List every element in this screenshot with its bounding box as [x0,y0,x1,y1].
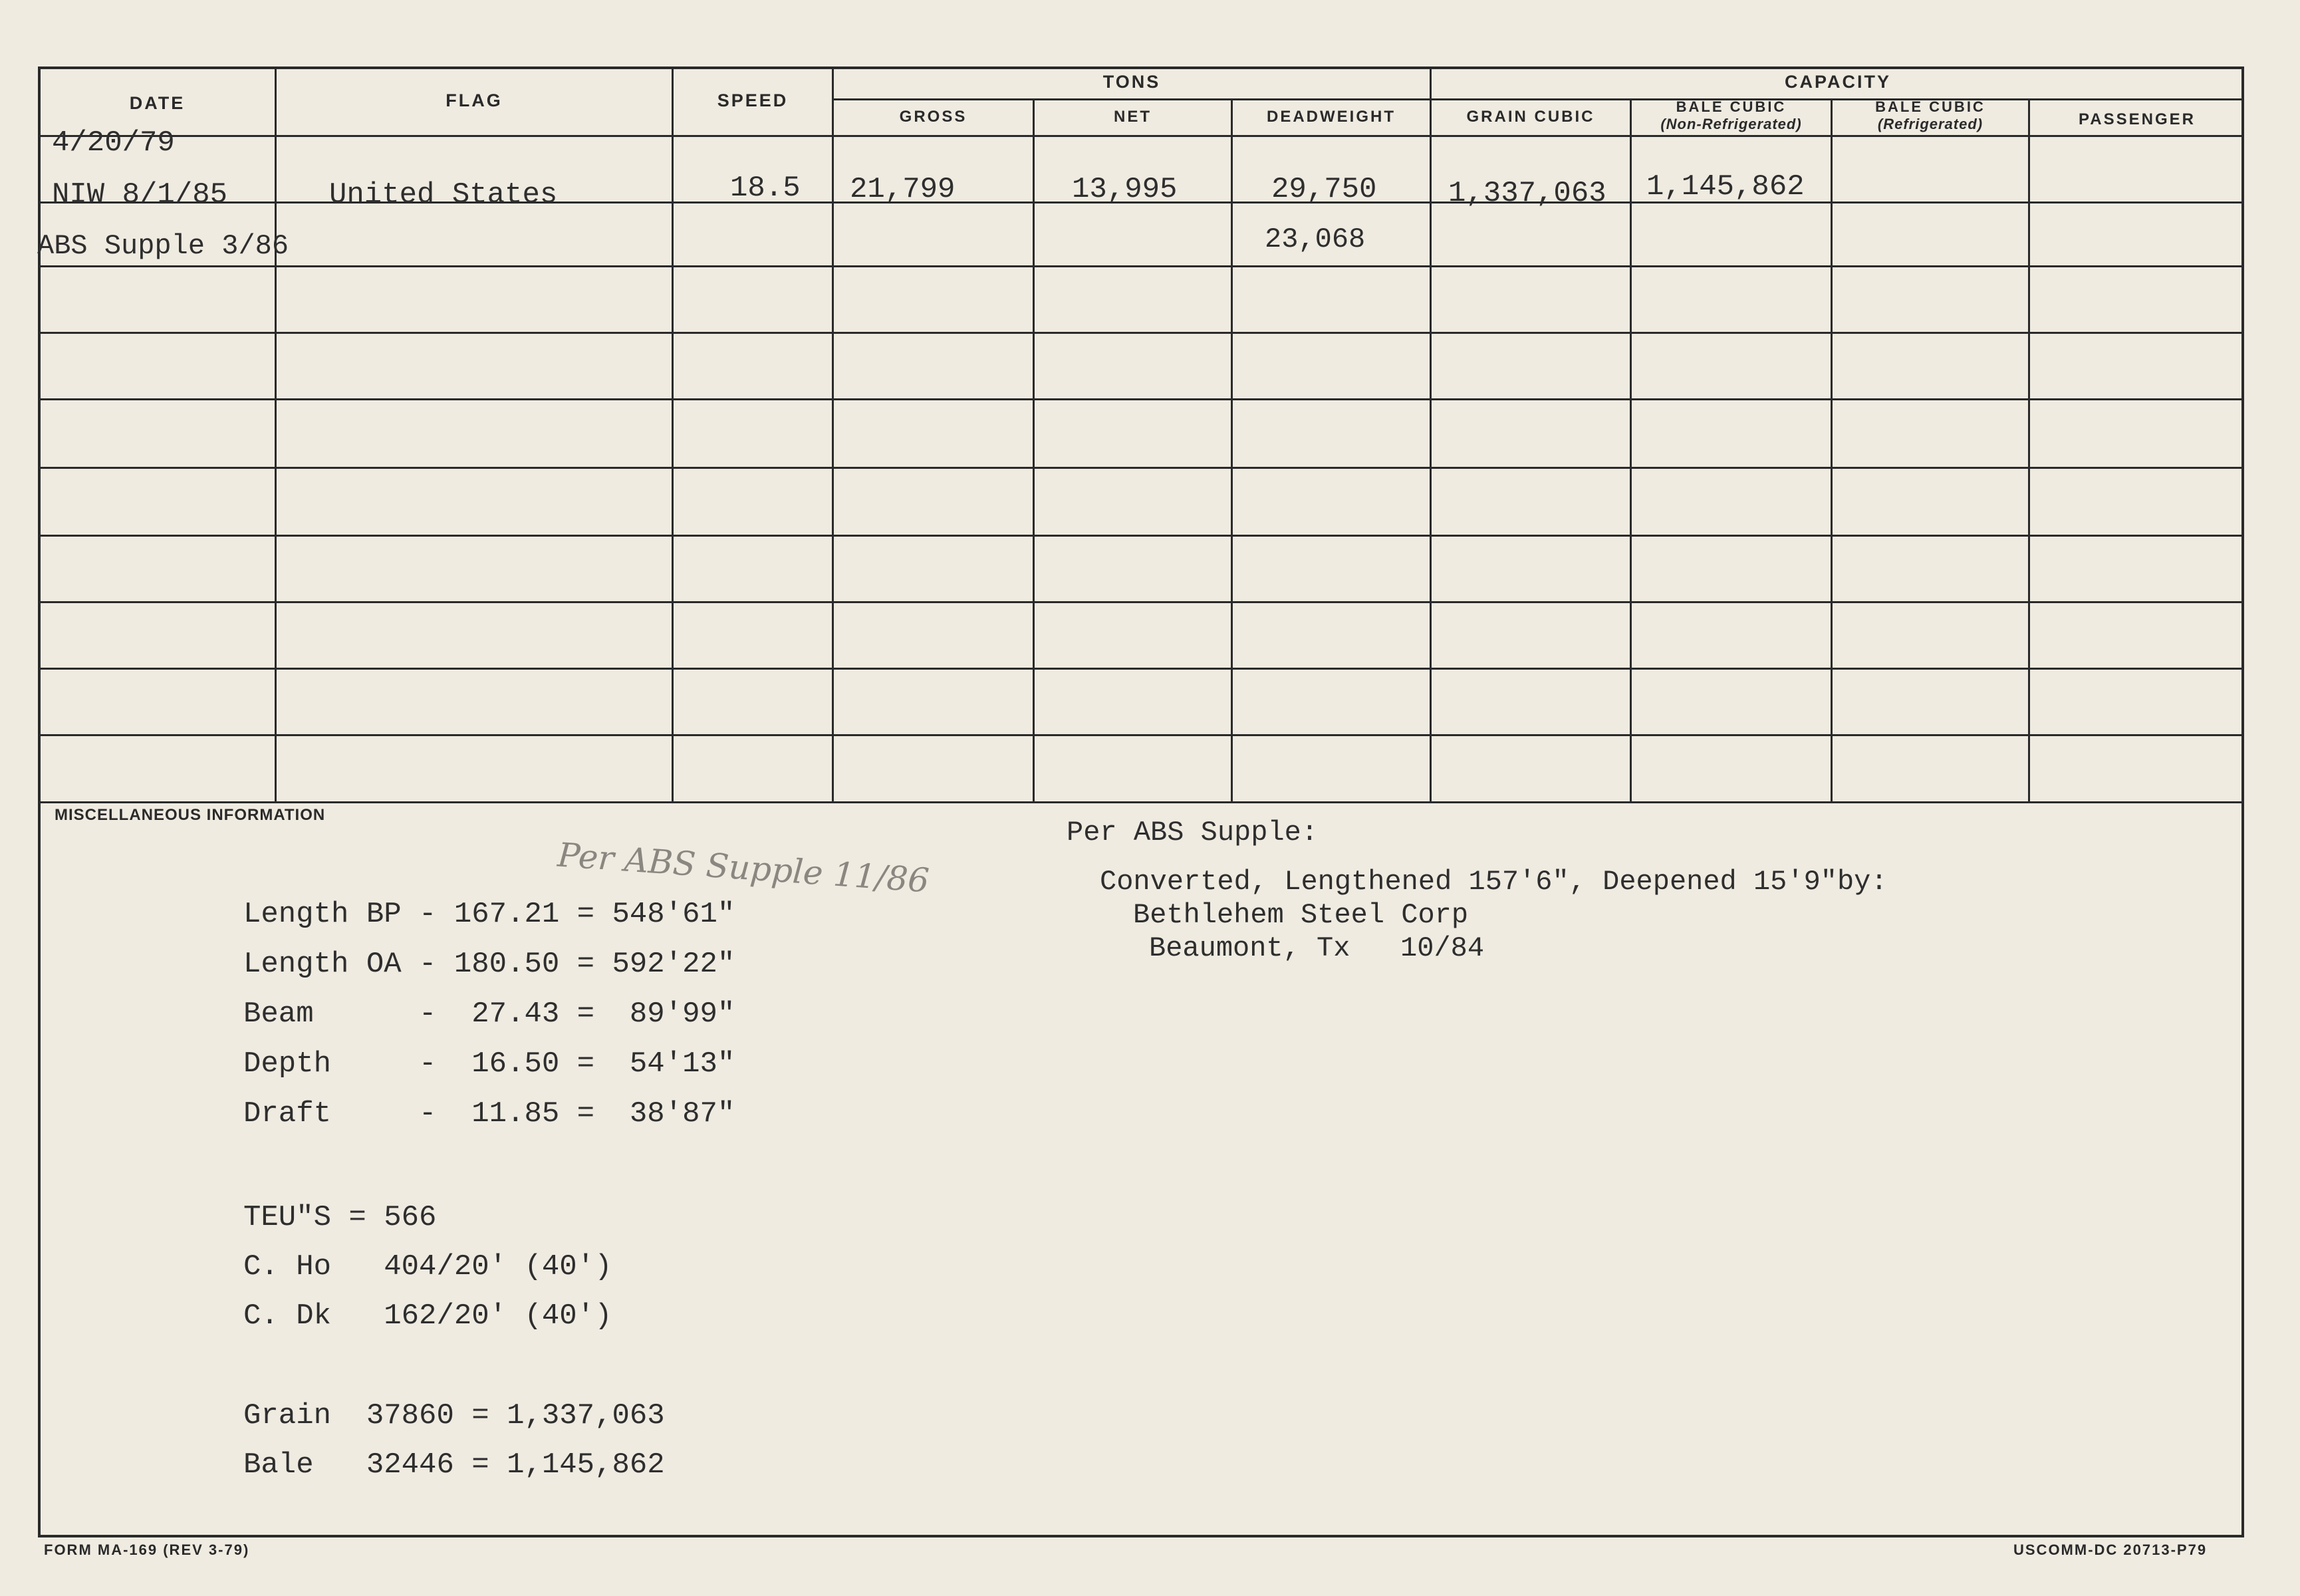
col-divider [1231,98,1233,803]
header-grain-cubic: GRAIN CUBIC [1466,108,1595,126]
form-number: FORM MA-169 (REV 3-79) [44,1541,250,1558]
row-line [38,332,2244,334]
header-net: NET [1114,108,1152,126]
col-divider [1430,66,1432,803]
col-divider [1033,98,1035,803]
row-line [38,265,2244,267]
row1-grain-cubic: 1,337,063 [1448,177,1606,210]
col-divider [2028,98,2030,803]
header-gross: GROSS [899,108,967,126]
row-line [38,398,2244,400]
row2-deadweight: 23,068 [1265,223,1366,255]
dimension-line: Length BP - 167.21 = 548'61" [243,898,735,931]
row-line [38,467,2244,469]
supple-line: Converted, Lengthened 157'6", Deepened 15'9"by: [1100,866,1888,898]
header-bale-cubic-ref-sub: (Refrigerated) [1877,116,1983,132]
row1-deadweight: 29,750 [1271,173,1377,206]
container-line: C. Dk 162/20' (40') [243,1299,612,1333]
dimension-line: Draft - 11.85 = 38'87" [243,1097,735,1130]
supple-line: Bethlehem Steel Corp [1133,899,1469,931]
row-line [38,535,2244,537]
dimension-line: Depth - 16.50 = 54'13" [243,1047,735,1081]
row-line [38,734,2244,736]
supple-heading: Per ABS Supple: [1067,817,1319,849]
header-bale-cubic-ref [1833,98,2028,133]
capacity-line: Bale 32446 = 1,145,862 [243,1448,665,1482]
header-bale-cubic-nonref [1632,98,1831,133]
row1-date-niw: NIW 8/1/85 [52,178,228,211]
print-code: USCOMM-DC 20713-P79 [2013,1541,2208,1558]
misc-heading: MISCELLANEOUS INFORMATION [55,806,326,824]
row1-speed: 18.5 [730,172,801,205]
container-line: TEU"S = 566 [243,1201,437,1234]
dimension-line: Beam - 27.43 = 89'99" [243,998,735,1031]
header-deadweight: DEADWEIGHT [1267,108,1396,126]
header-tons: TONS [1102,72,1161,92]
capacity-line: Grain 37860 = 1,337,063 [243,1399,665,1432]
container-line: C. Ho 404/20' (40') [243,1250,612,1283]
col-divider [1630,98,1632,803]
col-divider [1831,98,1833,803]
header-bale-cubic-nonref-title: BALE CUBIC [1676,98,1787,115]
row1-net: 13,995 [1072,173,1178,206]
col-divider [672,66,674,803]
header-bale-cubic-ref-title: BALE CUBIC [1875,98,1985,115]
col-divider [275,66,277,803]
header-bottom-line [38,135,2244,137]
row2-date: ABS Supple 3/86 [37,230,289,262]
handwritten-note: Per ABS Supple 11/86 [556,835,931,900]
header-passenger: PASSENGER [2079,110,2196,128]
table-bottom-line [38,801,2244,803]
row1-flag: United States [329,178,558,211]
row1-gross: 21,799 [850,173,956,206]
header-capacity: CAPACITY [1784,72,1891,92]
header-date: DATE [129,93,186,113]
col-divider [832,66,834,803]
row1-bale-cubic-nonref: 1,145,862 [1646,170,1805,203]
header-subdivider [832,98,2244,100]
supple-line: Beaumont, Tx 10/84 [1149,932,1485,964]
row-line [38,601,2244,603]
header-bale-cubic-nonref-sub: (Non-Refrigerated) [1660,116,1802,132]
row-line [38,668,2244,670]
dimension-line: Length OA - 180.50 = 592'22" [243,948,735,981]
row1-date-original: 4/20/79 [52,126,175,160]
header-flag: FLAG [446,90,503,110]
header-speed: SPEED [717,90,789,110]
